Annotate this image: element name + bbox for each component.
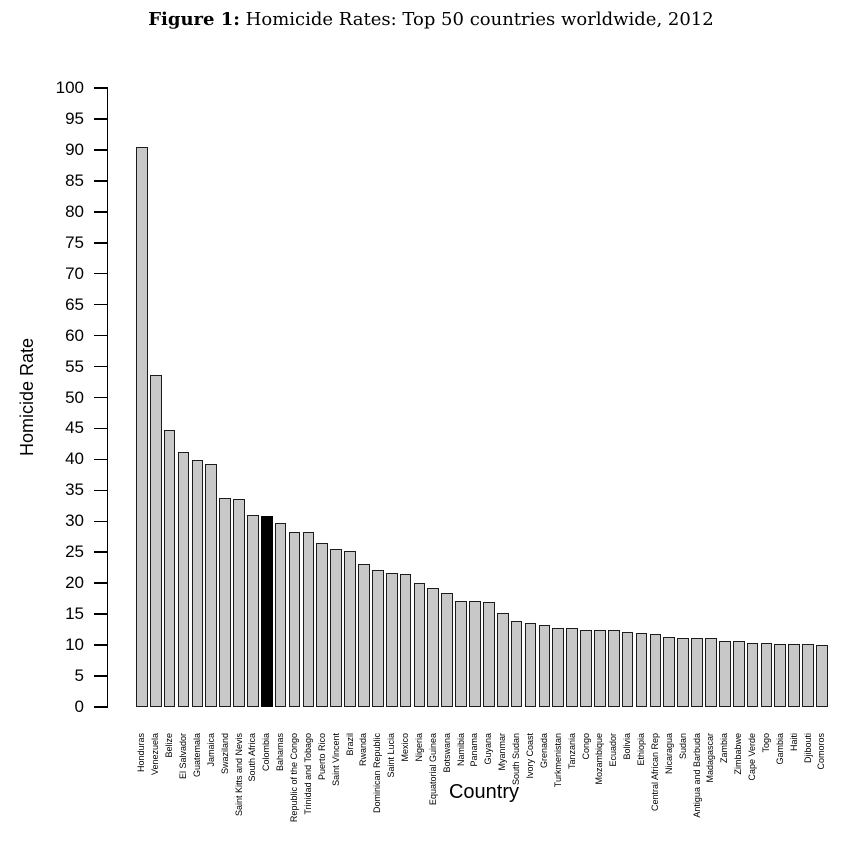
x-axis-tick-label: South Africa	[247, 733, 258, 782]
x-axis-tick-label: Madagascar	[705, 733, 716, 783]
x-axis-tick-label: Congo	[580, 733, 591, 760]
y-axis-tick	[94, 521, 107, 523]
x-axis-tick-label: Saint Vincent	[330, 733, 341, 786]
bar	[247, 515, 259, 707]
bar	[205, 464, 217, 707]
y-axis-tick	[94, 242, 107, 244]
bar	[427, 588, 439, 707]
y-axis-title: Homicide Rate	[16, 338, 37, 457]
bar	[802, 644, 814, 707]
y-axis-tick-label: 25	[65, 542, 84, 562]
x-axis-tick-label: Equatorial Guinea	[427, 733, 438, 806]
bar	[580, 630, 592, 707]
y-axis-tick	[94, 551, 107, 553]
x-axis-tick-label: Bolivia	[622, 733, 633, 760]
bar	[733, 641, 745, 707]
bar	[192, 460, 204, 707]
bar-highlighted	[261, 516, 273, 707]
bar	[663, 637, 675, 707]
y-axis-tick-label: 80	[65, 201, 84, 221]
y-axis-tick-label: 15	[65, 604, 84, 624]
x-axis-tick-label: Panama	[469, 733, 480, 767]
x-axis-tick-label: Swaziland	[219, 733, 230, 775]
x-axis-tick-label: Mexico	[400, 733, 411, 762]
x-axis-tick-label: Dominican Republic	[372, 733, 383, 814]
y-axis-tick-label: 50	[65, 387, 84, 407]
bar	[774, 644, 786, 707]
x-axis-tick-label: Myanmar	[497, 733, 508, 771]
x-axis-tick-label: Comoros	[816, 733, 827, 770]
x-axis-tick-label: Haiti	[788, 733, 799, 752]
bar	[150, 375, 162, 707]
x-axis-tick-label: Honduras	[136, 733, 147, 773]
x-axis-tick-label: Antigua and Barbuda	[691, 733, 702, 818]
y-axis-tick	[94, 582, 107, 584]
y-axis-tick-label: 90	[65, 139, 84, 159]
bar	[511, 621, 523, 707]
y-axis-tick	[94, 211, 107, 213]
bar	[483, 602, 495, 707]
bar	[691, 638, 703, 707]
bar	[622, 632, 634, 707]
y-axis-tick-label: 65	[65, 294, 84, 314]
x-axis-tick-label: Namibia	[455, 733, 466, 767]
y-axis-tick-label: 20	[65, 573, 84, 593]
bar	[441, 593, 453, 707]
bar	[316, 543, 328, 707]
bar	[497, 613, 509, 707]
bar	[469, 601, 481, 707]
bar	[330, 549, 342, 707]
y-axis-tick-label: 55	[65, 356, 84, 376]
x-axis-tick-label: Botswana	[441, 733, 452, 773]
y-axis-tick	[94, 397, 107, 399]
x-axis-tick-label: Nigeria	[413, 733, 424, 762]
x-axis-tick-label: Sudan	[677, 733, 688, 760]
y-axis-tick	[94, 459, 107, 461]
x-axis-tick-label: Cape Verde	[747, 733, 758, 781]
bar	[386, 573, 398, 707]
bar	[303, 532, 315, 707]
y-axis-tick-label: 70	[65, 263, 84, 283]
y-axis-tick	[94, 180, 107, 182]
bar	[164, 430, 176, 707]
figure-caption-prefix: Figure 1:	[148, 9, 240, 30]
bar	[178, 452, 190, 707]
y-axis-tick-label: 45	[65, 418, 84, 438]
x-axis-tick-label: Bahamas	[275, 733, 286, 772]
bar	[761, 643, 773, 707]
bar	[136, 147, 148, 707]
y-axis-tick	[94, 428, 107, 430]
x-axis-tick-label: Gambia	[774, 733, 785, 765]
y-axis-tick-label: 75	[65, 232, 84, 252]
y-axis-tick	[94, 490, 107, 492]
y-axis-tick-label: 0	[74, 697, 84, 716]
y-axis-tick	[94, 149, 107, 151]
y-axis-tick	[94, 273, 107, 275]
x-axis-tick-label: Ecuador	[608, 733, 619, 767]
x-axis-tick-label: Central African Rep	[649, 733, 660, 812]
y-axis-tick	[94, 87, 107, 89]
bar	[289, 532, 301, 707]
bar	[566, 628, 578, 707]
x-axis-tick-label: Ivory Coast	[524, 733, 535, 779]
y-axis-tick-label: 40	[65, 449, 84, 469]
x-axis-tick-label: Grenada	[538, 733, 549, 769]
x-axis-tick-label: El Salvador	[177, 733, 188, 780]
x-axis-tick-label: Colombia	[261, 733, 272, 772]
x-axis-tick-label: Guyana	[483, 733, 494, 765]
x-axis-tick-label: Ethiopia	[636, 733, 647, 766]
y-axis-tick-label: 10	[65, 635, 84, 655]
x-axis-tick-label: Saint Lucia	[386, 733, 397, 778]
x-axis-tick-label: Brazil	[344, 733, 355, 756]
y-axis-tick	[94, 335, 107, 337]
bar	[816, 645, 828, 707]
y-axis-tick-label: 35	[65, 480, 84, 500]
y-axis-tick	[94, 613, 107, 615]
bar	[414, 583, 426, 707]
y-axis-tick-label: 5	[74, 666, 84, 686]
x-axis-tick-label: Nicaragua	[663, 733, 674, 775]
y-axis-tick	[94, 118, 107, 120]
bar	[539, 625, 551, 707]
bar	[358, 564, 370, 707]
x-axis-tick-label: South Sudan	[511, 733, 522, 786]
bar	[219, 498, 231, 707]
y-axis-tick	[94, 304, 107, 306]
y-axis-tick	[94, 644, 107, 646]
y-axis-tick	[94, 366, 107, 368]
bar	[608, 630, 620, 707]
x-axis-tick-label: Jamaica	[205, 733, 216, 767]
x-axis-tick-label: Rwanda	[358, 733, 369, 767]
y-axis-tick-label: 85	[65, 170, 84, 190]
x-axis-tick-label: Venezuela	[150, 733, 161, 776]
figure-caption-text: Homicide Rates: Top 50 countries worldwide, 2012	[245, 9, 714, 30]
bar	[719, 641, 731, 707]
bar	[233, 499, 245, 707]
x-axis-tick-label: Saint Kitts and Nevis	[233, 733, 244, 817]
x-axis-tick-label: Guatemala	[191, 733, 202, 778]
bar	[705, 638, 717, 707]
y-axis-tick	[94, 675, 107, 677]
bar	[552, 628, 564, 707]
bar	[455, 601, 467, 707]
y-axis-tick-label: 95	[65, 108, 84, 128]
bar	[344, 551, 356, 707]
bar	[747, 643, 759, 707]
x-axis-tick-label: Djibouti	[802, 733, 813, 764]
bar	[372, 570, 384, 707]
bar	[594, 630, 606, 707]
x-axis-tick-label: Togo	[760, 733, 771, 753]
x-axis-tick-label: Trinidad and Tobago	[302, 733, 313, 815]
bar	[275, 523, 287, 707]
bar	[636, 633, 648, 707]
bar	[788, 644, 800, 707]
x-axis-tick-label: Mozambique	[594, 733, 605, 785]
figure-caption	[0, 8, 862, 32]
x-axis-tick-label: Belize	[164, 733, 175, 758]
x-axis-tick-label: Turkmenistan	[552, 733, 563, 788]
y-axis-tick-label: 60	[65, 325, 84, 345]
y-axis-tick-label: 30	[65, 511, 84, 531]
y-axis-tick-label: 100	[55, 78, 84, 97]
x-axis-tick-label: Tanzania	[566, 733, 577, 770]
x-axis-tick-label: Zimbabwe	[733, 733, 744, 775]
bar	[525, 623, 537, 707]
x-axis-title: Country	[448, 781, 520, 803]
x-axis-tick-label: Zambia	[719, 733, 730, 764]
y-axis-tick	[94, 706, 107, 708]
x-axis-tick-label: Puerto Rico	[316, 733, 327, 781]
bar	[677, 638, 689, 707]
bar	[650, 634, 662, 707]
bar	[400, 574, 412, 707]
x-axis-tick-label: Republic of the Congo	[289, 733, 300, 823]
